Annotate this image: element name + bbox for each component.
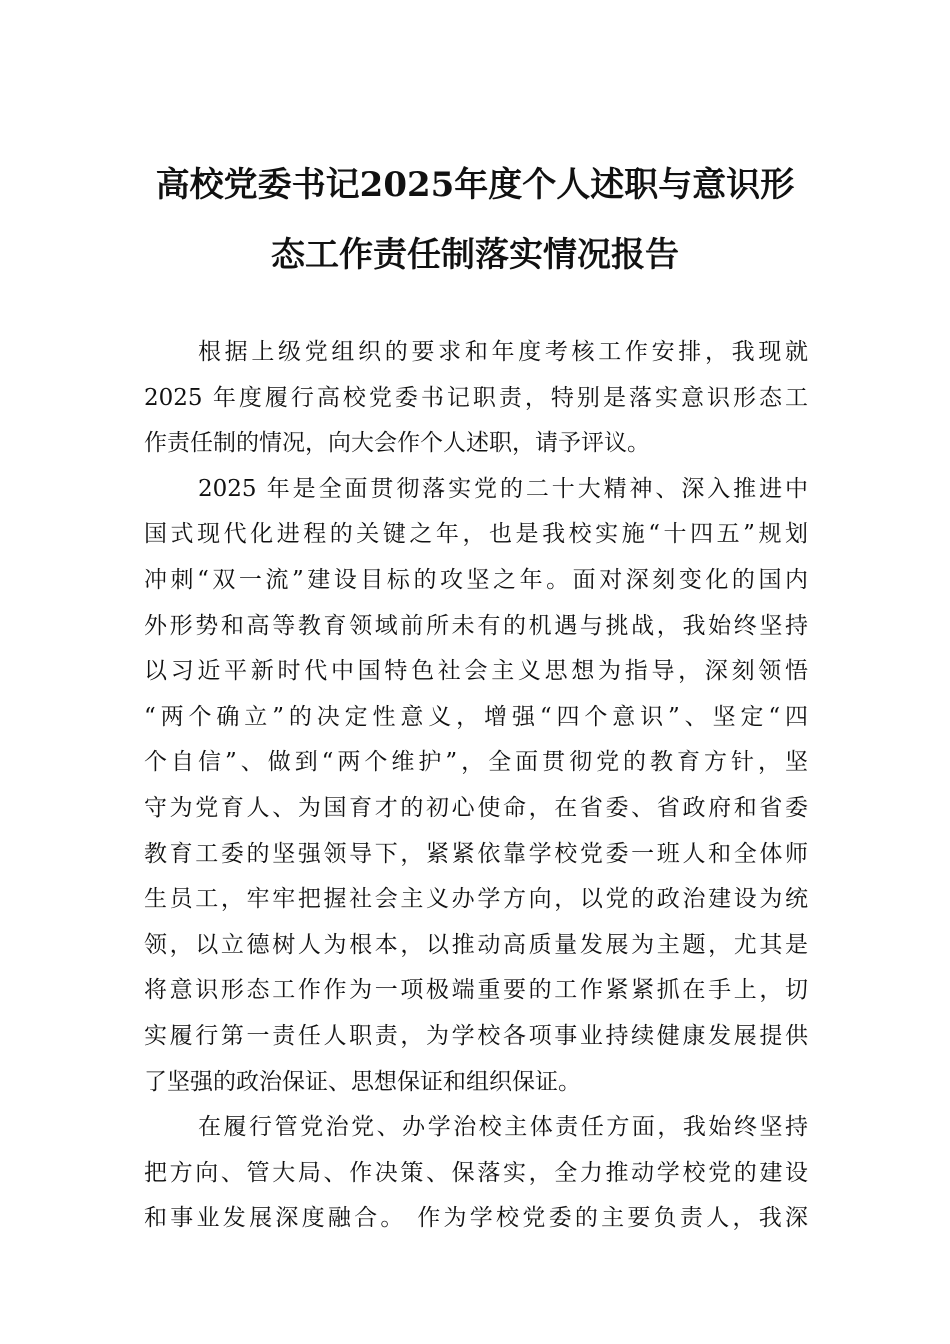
title-line: 高校党委书记2025年度个人述职与意识形: [155, 165, 795, 205]
text-line: 外形势和高等教育领域前所未有的机遇与挑战，我始终坚持: [144, 612, 808, 639]
text-line: 把方向、管大局、作决策、保落实，全力推动学校党的建设: [144, 1159, 808, 1186]
text-line: 以习近平新时代中国特色社会主义思想为指导，深刻领悟: [144, 658, 808, 685]
text-line: 2025 年度履行高校党委书记职责，特别是落实意识形态工: [144, 384, 808, 411]
text-line: 实履行第一责任人职责，为学校各项事业持续健康发展提供: [144, 1022, 808, 1049]
text-line: 冲刺“双一流”建设目标的攻坚之年。面对深刻变化的国内: [144, 566, 808, 593]
document-title: [140, 150, 810, 290]
text-line: 和事业发展深度融合。 作为学校党委的主要负责人，我深: [144, 1205, 808, 1232]
text-line: 领，以立德树人为根本，以推动高质量发展为主题，尤其是: [144, 931, 808, 958]
text-line: 国式现代化进程的关键之年，也是我校实施“十四五”规划: [144, 521, 808, 548]
text-line: 教育工委的坚强领导下，紧紧依靠学校党委一班人和全体师: [144, 840, 808, 867]
paragraph-responsibility: [144, 1105, 808, 1242]
text-line: 作责任制的情况，向大会作个人述职，请予评议。: [144, 430, 650, 457]
paragraph-overview: [144, 467, 808, 1105]
text-line: 生员工，牢牢把握社会主义办学方向，以党的政治建设为统: [144, 886, 808, 913]
title-line: 态工作责任制落实情况报告: [271, 235, 679, 275]
text-line: 将意识形态工作作为一项极端重要的工作紧紧抓在手上，切: [144, 977, 808, 1004]
text-line: 个自信”、做到“两个维护”，全面贯彻党的教育方针，坚: [144, 749, 808, 776]
text-line: 在履行管党治党、办学治校主体责任方面，我始终坚持: [198, 1114, 808, 1141]
text-line: 了坚强的政治保证、思想保证和组织保证。: [144, 1068, 581, 1095]
text-line: 根据上级党组织的要求和年度考核工作安排，我现就: [198, 339, 808, 365]
text-line: 2025 年是全面贯彻落实党的二十大精神、深入推进中: [198, 475, 808, 502]
text-line: “两个确立”的决定性意义，增强“四个意识”、坚定“四: [144, 703, 808, 730]
paragraph-intro: [144, 330, 808, 467]
document-body: [144, 330, 808, 1242]
text-line: 守为党育人、为国育才的初心使命，在省委、省政府和省委: [144, 794, 808, 821]
